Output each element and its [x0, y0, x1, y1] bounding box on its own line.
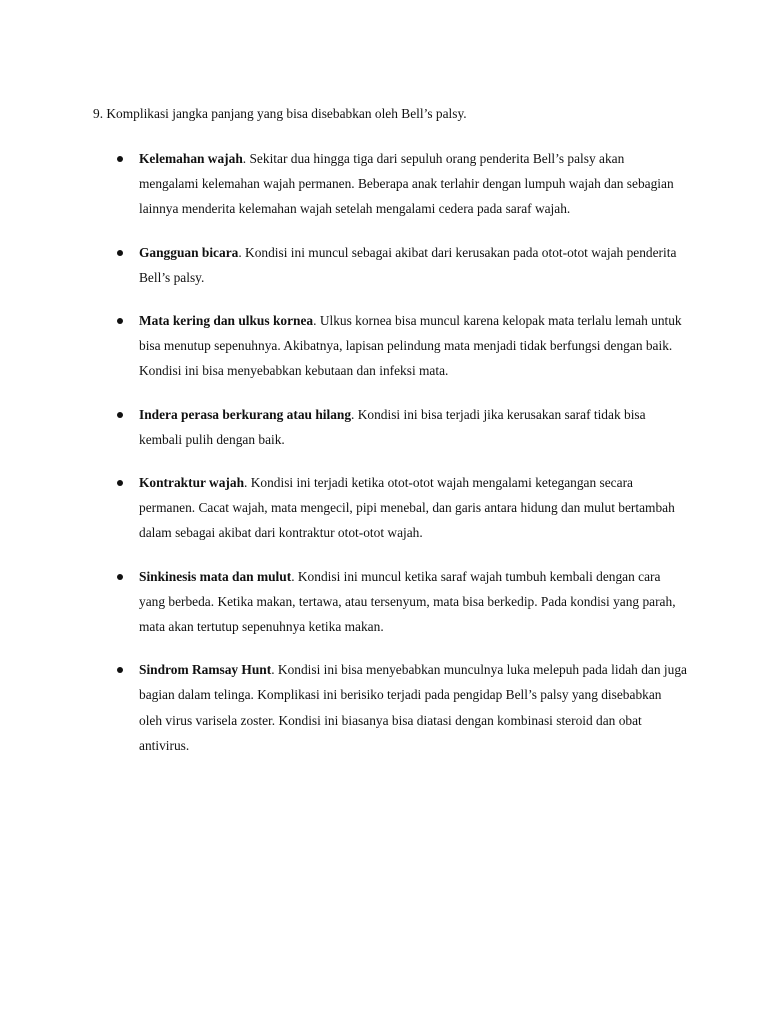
item-term: Mata kering dan ulkus kornea: [139, 313, 314, 329]
item-text: . Kondisi ini bisa menyebabkan munculnya luka melepuh pada lidah dan juga bagian dalam telinga. Komplikasi ini berisiko terjadi pada pengidap Bell’s palsy yang disebabkan oleh virus varisela zoster. Kondisi ini biasanya bisa diatasi dengan kombinasi steroid dan obat antivirus.: [139, 662, 687, 753]
item-text: . Kondisi ini muncul ketika saraf wajah tumbuh kembali dengan cara yang berbeda. Ketika makan, tertawa, atau tersenyum, mata bisa berkedip. Pada kondisi yang parah, mata akan tertutup sepenuhnya ketika makan.: [139, 568, 676, 635]
bullet-icon: [117, 667, 123, 673]
item-term: Sindrom Ramsay Hunt: [139, 662, 272, 678]
item-text: . Kondisi ini terjadi ketika otot-otot wajah mengalami ketegangan secara permanen. Cacat wajah, mata mengecil, pipi menebal, dan garis antara hidung dan mulut bertambah dalam sebagai akibat dari kontraktur otot-otot wajah.: [139, 475, 675, 541]
item-term: Sinkinesis mata dan mulut: [139, 568, 292, 584]
list-item: [0, 470, 687, 546]
item-term: Gangguan bicara: [139, 244, 239, 260]
item-text: . Ulkus kornea bisa muncul karena kelopak mata terlalu lemah untuk bisa menutup sepenuhnya. Akibatnya, lapisan pelindung mata menjadi tidak berfungsi dengan baik. Kondisi ini bisa menyebabkan kebutaan dan infeksi mata.: [139, 313, 682, 379]
item-term: Indera perasa berkurang atau hilang: [139, 406, 352, 422]
item-term: Kontraktur wajah: [139, 475, 245, 491]
list-item: [0, 146, 687, 222]
bullet-icon: [117, 156, 123, 162]
bullet-icon: [117, 480, 123, 486]
item-text: . Kondisi ini muncul sebagai akibat dari kerusakan pada otot-otot wajah penderita Bell’s palsy.: [139, 244, 677, 285]
list-item: [0, 240, 687, 290]
bullet-icon: [117, 412, 123, 418]
list-item: [0, 657, 687, 758]
item-text: . Sekitar dua hingga tiga dari sepuluh orang penderita Bell’s palsy akan mengalami kelemahan wajah permanen. Beberapa anak terlahir dengan lumpuh wajah dan sebagian lainnya menderita kelemahan wajah setelah mengalami cedera pada saraf wajah.: [139, 151, 674, 217]
list-item: [0, 402, 687, 452]
section-heading: 9. Komplikasi jangka panjang yang bisa disebabkan oleh Bell’s palsy.: [93, 106, 467, 121]
item-term: Kelemahan wajah: [139, 151, 243, 166]
complication-list: [0, 146, 768, 776]
item-text: . Kondisi ini bisa terjadi jika kerusakan saraf tidak bisa kembali pulih dengan baik.: [139, 406, 646, 447]
bullet-icon: [117, 250, 123, 256]
list-item: [0, 308, 687, 384]
list-item: [0, 564, 687, 640]
bullet-icon: [117, 574, 123, 580]
bullet-icon: [117, 318, 123, 324]
